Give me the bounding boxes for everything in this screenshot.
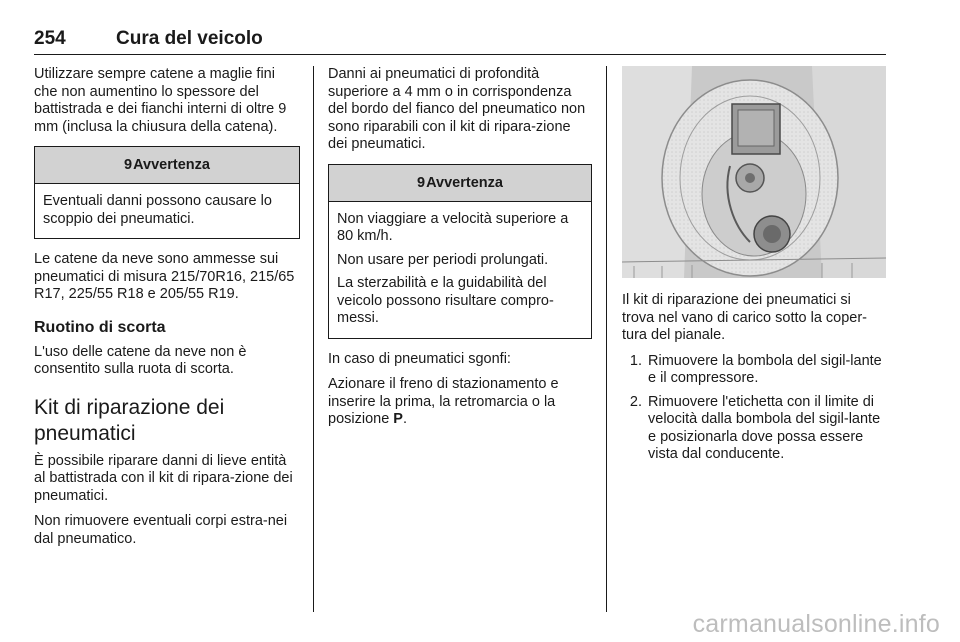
parking-brake-sentence: Azionare il freno di stazionamento e inserire la prima, la retromarcia o la posizione bbox=[328, 376, 559, 427]
warning-speed-text: Non viaggiare a velocità superiore a 80 km/h. bbox=[337, 210, 569, 244]
warning-icon: 9 bbox=[417, 174, 426, 191]
spare-wheel-heading: Ruotino di scorta bbox=[34, 318, 166, 336]
chains-allowed-text: Le catene da neve sono ammesse sui pneumatici di misura 215/70R16, 215/65 R17, 225/55 R18 e 205/55 R19. bbox=[34, 251, 295, 302]
header-divider bbox=[34, 54, 886, 55]
column-divider-2 bbox=[606, 66, 607, 612]
watermark: carmanualsonline.info bbox=[692, 610, 940, 638]
page-number: 254 bbox=[34, 28, 66, 49]
flat-tyre-text: In caso di pneumatici sgonfi: bbox=[328, 350, 511, 367]
section-title: Cura del veicolo bbox=[116, 28, 263, 49]
step-item: 1. Rimuovere la bombola del sigil-lante e il compressore. bbox=[646, 353, 886, 388]
warning-header bbox=[329, 165, 591, 202]
parking-brake-text bbox=[328, 376, 592, 429]
warning-duration-text: Non usare per periodi prolungati. bbox=[337, 251, 549, 268]
warning-title: Avvertenza bbox=[426, 174, 503, 191]
step-item: 2. Rimuovere l'etichetta con il limite di velocità dalla bombola del sigil-lante e posizionarla dove possa essere vista dal conducente. bbox=[646, 394, 886, 464]
warning-box-2 bbox=[328, 164, 592, 339]
column-1 bbox=[34, 66, 300, 556]
spare-wheel-text: L'uso delle catene da neve non è consentito sulla ruota di scorta. bbox=[34, 343, 247, 377]
column-3 bbox=[622, 66, 886, 470]
repair-kit-photo bbox=[622, 66, 886, 278]
warning-header bbox=[35, 147, 299, 184]
damage-limit-text: Danni ai pneumatici di profondità superiore a 4 mm o in corrispondenza del bordo del fianco del pneumatico non sono riparabili con il kit di ripara-zione dei pneumatici. bbox=[328, 66, 586, 152]
steps-list bbox=[622, 353, 886, 464]
warning-body bbox=[329, 202, 591, 338]
warning-title: Avvertenza bbox=[133, 157, 210, 173]
chains-intro: Utilizzare sempre catene a maglie fini che non aumentino lo spessore del battistrada e dei fianchi interni di oltre 9 mm (inclusa la chiusura della catena). bbox=[34, 66, 287, 135]
repair-kit-text-1: È possibile riparare danni di lieve entità al battistrada con il kit di ripara-zione dei pneumatici. bbox=[34, 452, 293, 504]
sentence-end: . bbox=[402, 411, 407, 427]
warning-box-1 bbox=[34, 146, 300, 239]
warning-icon: 9 bbox=[124, 157, 133, 173]
warning-text: Eventuali danni possono causare lo scoppio dei pneumatici. bbox=[43, 193, 272, 227]
gear-position-p: P bbox=[393, 411, 403, 427]
column-divider-1 bbox=[313, 66, 314, 612]
warning-body bbox=[35, 184, 299, 238]
repair-kit-text-2: Non rimuovere eventuali corpi estra-nei dal pneumatico. bbox=[34, 513, 288, 547]
warning-handling-text: La sterzabilità e la guidabilità del veicolo possono risultare compro-messi. bbox=[337, 275, 554, 326]
column-2 bbox=[328, 66, 592, 437]
page-header bbox=[34, 24, 886, 50]
photo-caption: Il kit di riparazione dei pneumatici si trova nel vano di carico sotto la coper-tura del pianale. bbox=[622, 292, 868, 343]
repair-kit-heading: Kit di riparazione dei pneumatici bbox=[34, 395, 225, 445]
